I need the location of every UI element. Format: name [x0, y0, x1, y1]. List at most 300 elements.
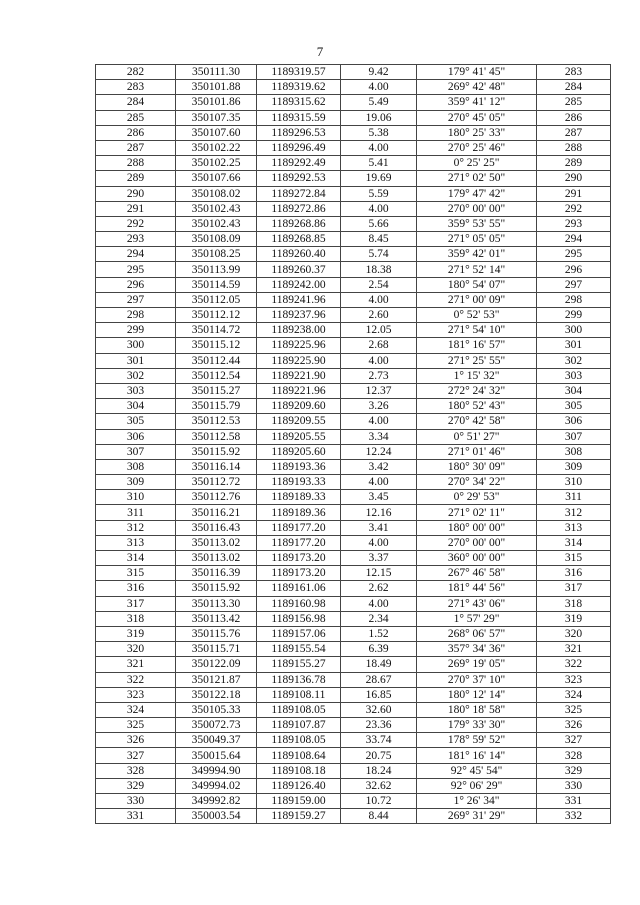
- point-number-cell: 322: [96, 672, 176, 687]
- bearing-cell: 271° 43' 06": [417, 596, 537, 611]
- x-coordinate-cell: 350112.58: [176, 429, 257, 444]
- table-row: [96, 201, 611, 216]
- y-coordinate-cell: 1189221.90: [257, 368, 341, 383]
- y-coordinate-cell: 1189260.40: [257, 247, 341, 262]
- next-point-number-cell: 286: [537, 110, 611, 125]
- distance-cell: 16.85: [341, 687, 417, 702]
- y-coordinate-cell: 1189237.96: [257, 308, 341, 323]
- distance-cell: 5.41: [341, 156, 417, 171]
- point-number-cell: 307: [96, 444, 176, 459]
- y-coordinate-cell: 1189209.55: [257, 414, 341, 429]
- y-coordinate-cell: 1189315.59: [257, 110, 341, 125]
- bearing-cell: 181° 44' 56": [417, 581, 537, 596]
- y-coordinate-cell: 1189161.06: [257, 581, 341, 596]
- table-row: [96, 95, 611, 110]
- next-point-number-cell: 291: [537, 186, 611, 201]
- bearing-cell: 270° 42' 58": [417, 414, 537, 429]
- next-point-number-cell: 304: [537, 383, 611, 398]
- point-number-cell: 298: [96, 308, 176, 323]
- x-coordinate-cell: 350108.09: [176, 232, 257, 247]
- table-row: [96, 323, 611, 338]
- distance-cell: 3.26: [341, 399, 417, 414]
- next-point-number-cell: 290: [537, 171, 611, 186]
- next-point-number-cell: 289: [537, 156, 611, 171]
- bearing-cell: 0° 25' 25": [417, 156, 537, 171]
- point-number-cell: 286: [96, 125, 176, 140]
- distance-cell: 4.00: [341, 140, 417, 155]
- point-number-cell: 306: [96, 429, 176, 444]
- bearing-cell: 180° 00' 00": [417, 520, 537, 535]
- distance-cell: 32.60: [341, 702, 417, 717]
- table-row: [96, 642, 611, 657]
- table-row: [96, 809, 611, 824]
- next-point-number-cell: 327: [537, 733, 611, 748]
- table-row: [96, 718, 611, 733]
- point-number-cell: 327: [96, 748, 176, 763]
- y-coordinate-cell: 1189209.60: [257, 399, 341, 414]
- next-point-number-cell: 314: [537, 535, 611, 550]
- next-point-number-cell: 318: [537, 596, 611, 611]
- y-coordinate-cell: 1189296.49: [257, 140, 341, 155]
- y-coordinate-cell: 1189193.33: [257, 475, 341, 490]
- x-coordinate-cell: 350003.54: [176, 809, 257, 824]
- x-coordinate-cell: 350115.27: [176, 383, 257, 398]
- bearing-cell: 359° 53' 55": [417, 216, 537, 231]
- next-point-number-cell: 299: [537, 308, 611, 323]
- distance-cell: 3.45: [341, 490, 417, 505]
- y-coordinate-cell: 1189241.96: [257, 292, 341, 307]
- x-coordinate-cell: 350107.66: [176, 171, 257, 186]
- distance-cell: 8.45: [341, 232, 417, 247]
- bearing-cell: 271° 25' 55": [417, 353, 537, 368]
- bearing-cell: 269° 42' 48": [417, 80, 537, 95]
- x-coordinate-cell: 350121.87: [176, 672, 257, 687]
- x-coordinate-cell: 350115.12: [176, 338, 257, 353]
- next-point-number-cell: 285: [537, 95, 611, 110]
- table-row: [96, 505, 611, 520]
- table-row: [96, 459, 611, 474]
- next-point-number-cell: 311: [537, 490, 611, 505]
- next-point-number-cell: 317: [537, 581, 611, 596]
- table-row: [96, 687, 611, 702]
- bearing-cell: 357° 34' 36": [417, 642, 537, 657]
- next-point-number-cell: 295: [537, 247, 611, 262]
- bearing-cell: 180° 25' 33": [417, 125, 537, 140]
- next-point-number-cell: 300: [537, 323, 611, 338]
- bearing-cell: 180° 18' 58": [417, 702, 537, 717]
- next-point-number-cell: 325: [537, 702, 611, 717]
- distance-cell: 12.16: [341, 505, 417, 520]
- distance-cell: 3.41: [341, 520, 417, 535]
- bearing-cell: 270° 00' 00": [417, 201, 537, 216]
- distance-cell: 19.06: [341, 110, 417, 125]
- next-point-number-cell: 298: [537, 292, 611, 307]
- table-row: [96, 186, 611, 201]
- point-number-cell: 316: [96, 581, 176, 596]
- point-number-cell: 288: [96, 156, 176, 171]
- table-row: [96, 763, 611, 778]
- distance-cell: 8.44: [341, 809, 417, 824]
- distance-cell: 12.05: [341, 323, 417, 338]
- bearing-cell: 360° 00' 00": [417, 551, 537, 566]
- bearing-cell: 269° 31' 29": [417, 809, 537, 824]
- x-coordinate-cell: 350114.72: [176, 323, 257, 338]
- x-coordinate-cell: 350115.71: [176, 642, 257, 657]
- distance-cell: 3.34: [341, 429, 417, 444]
- bearing-cell: 271° 05' 05": [417, 232, 537, 247]
- table-row: [96, 247, 611, 262]
- x-coordinate-cell: 350102.22: [176, 140, 257, 155]
- distance-cell: 12.24: [341, 444, 417, 459]
- distance-cell: 5.59: [341, 186, 417, 201]
- table-row: [96, 778, 611, 793]
- distance-cell: 12.37: [341, 383, 417, 398]
- bearing-cell: 0° 29' 53": [417, 490, 537, 505]
- point-number-cell: 289: [96, 171, 176, 186]
- y-coordinate-cell: 1189159.27: [257, 809, 341, 824]
- table-row: [96, 596, 611, 611]
- next-point-number-cell: 301: [537, 338, 611, 353]
- bearing-cell: 92° 06' 29": [417, 778, 537, 793]
- next-point-number-cell: 315: [537, 551, 611, 566]
- next-point-number-cell: 287: [537, 125, 611, 140]
- point-number-cell: 326: [96, 733, 176, 748]
- distance-cell: 2.34: [341, 611, 417, 626]
- y-coordinate-cell: 1189156.98: [257, 611, 341, 626]
- table-row: [96, 794, 611, 809]
- table-row: [96, 171, 611, 186]
- point-number-cell: 303: [96, 383, 176, 398]
- point-number-cell: 297: [96, 292, 176, 307]
- x-coordinate-cell: 350116.21: [176, 505, 257, 520]
- x-coordinate-cell: 350116.43: [176, 520, 257, 535]
- distance-cell: 3.37: [341, 551, 417, 566]
- table-row: [96, 429, 611, 444]
- bearing-cell: 179° 33' 30": [417, 718, 537, 733]
- point-number-cell: 331: [96, 809, 176, 824]
- point-number-cell: 328: [96, 763, 176, 778]
- point-number-cell: 330: [96, 794, 176, 809]
- point-number-cell: 310: [96, 490, 176, 505]
- distance-cell: 20.75: [341, 748, 417, 763]
- table-row: [96, 566, 611, 581]
- table-row: [96, 444, 611, 459]
- distance-cell: 1.52: [341, 626, 417, 641]
- point-number-cell: 299: [96, 323, 176, 338]
- y-coordinate-cell: 1189319.57: [257, 65, 341, 80]
- x-coordinate-cell: 350102.25: [176, 156, 257, 171]
- point-number-cell: 290: [96, 186, 176, 201]
- table-row: [96, 399, 611, 414]
- next-point-number-cell: 294: [537, 232, 611, 247]
- next-point-number-cell: 324: [537, 687, 611, 702]
- y-coordinate-cell: 1189177.20: [257, 520, 341, 535]
- y-coordinate-cell: 1189189.36: [257, 505, 341, 520]
- point-number-cell: 291: [96, 201, 176, 216]
- next-point-number-cell: 303: [537, 368, 611, 383]
- x-coordinate-cell: 350116.14: [176, 459, 257, 474]
- coordinates-table-body: [96, 65, 611, 824]
- table-row: [96, 581, 611, 596]
- x-coordinate-cell: 350114.59: [176, 277, 257, 292]
- next-point-number-cell: 283: [537, 65, 611, 80]
- bearing-cell: 270° 00' 00": [417, 535, 537, 550]
- distance-cell: 18.24: [341, 763, 417, 778]
- next-point-number-cell: 313: [537, 520, 611, 535]
- next-point-number-cell: 308: [537, 444, 611, 459]
- table-row: [96, 535, 611, 550]
- table-row: [96, 672, 611, 687]
- y-coordinate-cell: 1189272.86: [257, 201, 341, 216]
- y-coordinate-cell: 1189268.86: [257, 216, 341, 231]
- table-row: [96, 156, 611, 171]
- x-coordinate-cell: 350049.37: [176, 733, 257, 748]
- distance-cell: 4.00: [341, 475, 417, 490]
- x-coordinate-cell: 350105.33: [176, 702, 257, 717]
- distance-cell: 32.62: [341, 778, 417, 793]
- distance-cell: 3.42: [341, 459, 417, 474]
- x-coordinate-cell: 350112.76: [176, 490, 257, 505]
- point-number-cell: 304: [96, 399, 176, 414]
- next-point-number-cell: 331: [537, 794, 611, 809]
- x-coordinate-cell: 350072.73: [176, 718, 257, 733]
- point-number-cell: 321: [96, 657, 176, 672]
- y-coordinate-cell: 1189157.06: [257, 626, 341, 641]
- distance-cell: 10.72: [341, 794, 417, 809]
- table-row: [96, 383, 611, 398]
- x-coordinate-cell: 350113.42: [176, 611, 257, 626]
- x-coordinate-cell: 350111.30: [176, 65, 257, 80]
- x-coordinate-cell: 350112.12: [176, 308, 257, 323]
- bearing-cell: 270° 25' 46": [417, 140, 537, 155]
- bearing-cell: 271° 52' 14": [417, 262, 537, 277]
- x-coordinate-cell: 350108.25: [176, 247, 257, 262]
- point-number-cell: 302: [96, 368, 176, 383]
- next-point-number-cell: 322: [537, 657, 611, 672]
- point-number-cell: 325: [96, 718, 176, 733]
- bearing-cell: 180° 54' 07": [417, 277, 537, 292]
- point-number-cell: 283: [96, 80, 176, 95]
- x-coordinate-cell: 350112.72: [176, 475, 257, 490]
- point-number-cell: 315: [96, 566, 176, 581]
- next-point-number-cell: 297: [537, 277, 611, 292]
- x-coordinate-cell: 350116.39: [176, 566, 257, 581]
- x-coordinate-cell: 350122.18: [176, 687, 257, 702]
- table-row: [96, 702, 611, 717]
- point-number-cell: 314: [96, 551, 176, 566]
- x-coordinate-cell: 350112.54: [176, 368, 257, 383]
- next-point-number-cell: 296: [537, 262, 611, 277]
- table-row: [96, 125, 611, 140]
- point-number-cell: 292: [96, 216, 176, 231]
- y-coordinate-cell: 1189108.05: [257, 702, 341, 717]
- bearing-cell: 0° 51' 27": [417, 429, 537, 444]
- bearing-cell: 271° 01' 46": [417, 444, 537, 459]
- next-point-number-cell: 329: [537, 763, 611, 778]
- distance-cell: 4.00: [341, 292, 417, 307]
- bearing-cell: 269° 19' 05": [417, 657, 537, 672]
- point-number-cell: 317: [96, 596, 176, 611]
- x-coordinate-cell: 350115.92: [176, 444, 257, 459]
- bearing-cell: 270° 37' 10": [417, 672, 537, 687]
- point-number-cell: 320: [96, 642, 176, 657]
- y-coordinate-cell: 1189177.20: [257, 535, 341, 550]
- distance-cell: 4.00: [341, 80, 417, 95]
- distance-cell: 19.69: [341, 171, 417, 186]
- next-point-number-cell: 288: [537, 140, 611, 155]
- point-number-cell: 312: [96, 520, 176, 535]
- x-coordinate-cell: 350107.35: [176, 110, 257, 125]
- y-coordinate-cell: 1189242.00: [257, 277, 341, 292]
- bearing-cell: 1° 26' 34": [417, 794, 537, 809]
- y-coordinate-cell: 1189155.54: [257, 642, 341, 657]
- x-coordinate-cell: 350107.60: [176, 125, 257, 140]
- y-coordinate-cell: 1189292.49: [257, 156, 341, 171]
- next-point-number-cell: 320: [537, 626, 611, 641]
- y-coordinate-cell: 1189108.64: [257, 748, 341, 763]
- table-row: [96, 65, 611, 80]
- y-coordinate-cell: 1189268.85: [257, 232, 341, 247]
- x-coordinate-cell: 350113.30: [176, 596, 257, 611]
- point-number-cell: 329: [96, 778, 176, 793]
- x-coordinate-cell: 350101.88: [176, 80, 257, 95]
- bearing-cell: 181° 16' 57": [417, 338, 537, 353]
- x-coordinate-cell: 350115.76: [176, 626, 257, 641]
- bearing-cell: 270° 45' 05": [417, 110, 537, 125]
- table-row: [96, 216, 611, 231]
- y-coordinate-cell: 1189292.53: [257, 171, 341, 186]
- x-coordinate-cell: 350115.92: [176, 581, 257, 596]
- y-coordinate-cell: 1189205.55: [257, 429, 341, 444]
- bearing-cell: 1° 15' 32": [417, 368, 537, 383]
- y-coordinate-cell: 1189108.18: [257, 763, 341, 778]
- x-coordinate-cell: 350113.99: [176, 262, 257, 277]
- page-number: 7: [316, 44, 324, 59]
- y-coordinate-cell: 1189225.96: [257, 338, 341, 353]
- distance-cell: 28.67: [341, 672, 417, 687]
- x-coordinate-cell: 350102.43: [176, 201, 257, 216]
- point-number-cell: 294: [96, 247, 176, 262]
- next-point-number-cell: 332: [537, 809, 611, 824]
- point-number-cell: 308: [96, 459, 176, 474]
- table-row: [96, 262, 611, 277]
- bearing-cell: 359° 41' 12": [417, 95, 537, 110]
- x-coordinate-cell: 349994.02: [176, 778, 257, 793]
- bearing-cell: 271° 54' 10": [417, 323, 537, 338]
- bearing-cell: 179° 41' 45": [417, 65, 537, 80]
- x-coordinate-cell: 350122.09: [176, 657, 257, 672]
- distance-cell: 33.74: [341, 733, 417, 748]
- bearing-cell: 92° 45' 54": [417, 763, 537, 778]
- x-coordinate-cell: 350102.43: [176, 216, 257, 231]
- bearing-cell: 181° 16' 14": [417, 748, 537, 763]
- point-number-cell: 323: [96, 687, 176, 702]
- point-number-cell: 284: [96, 95, 176, 110]
- bearing-cell: 180° 30' 09": [417, 459, 537, 474]
- point-number-cell: 324: [96, 702, 176, 717]
- bearing-cell: 180° 52' 43": [417, 399, 537, 414]
- point-number-cell: 318: [96, 611, 176, 626]
- y-coordinate-cell: 1189126.40: [257, 778, 341, 793]
- bearing-cell: 1° 57' 29": [417, 611, 537, 626]
- table-row: [96, 368, 611, 383]
- point-number-cell: 296: [96, 277, 176, 292]
- next-point-number-cell: 316: [537, 566, 611, 581]
- bearing-cell: 271° 02' 50": [417, 171, 537, 186]
- next-point-number-cell: 284: [537, 80, 611, 95]
- y-coordinate-cell: 1189159.00: [257, 794, 341, 809]
- next-point-number-cell: 310: [537, 475, 611, 490]
- point-number-cell: 305: [96, 414, 176, 429]
- y-coordinate-cell: 1189160.98: [257, 596, 341, 611]
- table-row: [96, 551, 611, 566]
- table-row: [96, 733, 611, 748]
- x-coordinate-cell: 350113.02: [176, 551, 257, 566]
- x-coordinate-cell: 350112.05: [176, 292, 257, 307]
- table-row: [96, 80, 611, 95]
- y-coordinate-cell: 1189260.37: [257, 262, 341, 277]
- point-number-cell: 285: [96, 110, 176, 125]
- distance-cell: 18.38: [341, 262, 417, 277]
- distance-cell: 2.62: [341, 581, 417, 596]
- distance-cell: 23.36: [341, 718, 417, 733]
- coordinates-table: [95, 64, 611, 824]
- distance-cell: 12.15: [341, 566, 417, 581]
- y-coordinate-cell: 1189155.27: [257, 657, 341, 672]
- point-number-cell: 301: [96, 353, 176, 368]
- distance-cell: 2.54: [341, 277, 417, 292]
- x-coordinate-cell: 350112.53: [176, 414, 257, 429]
- y-coordinate-cell: 1189272.84: [257, 186, 341, 201]
- point-number-cell: 309: [96, 475, 176, 490]
- table-row: [96, 414, 611, 429]
- table-row: [96, 353, 611, 368]
- x-coordinate-cell: 350115.79: [176, 399, 257, 414]
- y-coordinate-cell: 1189193.36: [257, 459, 341, 474]
- point-number-cell: 319: [96, 626, 176, 641]
- table-row: [96, 232, 611, 247]
- point-number-cell: 282: [96, 65, 176, 80]
- table-row: [96, 748, 611, 763]
- x-coordinate-cell: 350101.86: [176, 95, 257, 110]
- y-coordinate-cell: 1189296.53: [257, 125, 341, 140]
- next-point-number-cell: 302: [537, 353, 611, 368]
- distance-cell: 6.39: [341, 642, 417, 657]
- next-point-number-cell: 328: [537, 748, 611, 763]
- y-coordinate-cell: 1189173.20: [257, 566, 341, 581]
- table-row: [96, 520, 611, 535]
- y-coordinate-cell: 1189189.33: [257, 490, 341, 505]
- distance-cell: 9.42: [341, 65, 417, 80]
- table-row: [96, 475, 611, 490]
- table-row: [96, 626, 611, 641]
- x-coordinate-cell: 350015.64: [176, 748, 257, 763]
- bearing-cell: 268° 06' 57": [417, 626, 537, 641]
- bearing-cell: 267° 46' 58": [417, 566, 537, 581]
- distance-cell: 5.74: [341, 247, 417, 262]
- next-point-number-cell: 305: [537, 399, 611, 414]
- y-coordinate-cell: 1189108.11: [257, 687, 341, 702]
- y-coordinate-cell: 1189225.90: [257, 353, 341, 368]
- x-coordinate-cell: 350108.02: [176, 186, 257, 201]
- y-coordinate-cell: 1189238.00: [257, 323, 341, 338]
- table-row: [96, 657, 611, 672]
- next-point-number-cell: 319: [537, 611, 611, 626]
- y-coordinate-cell: 1189108.05: [257, 733, 341, 748]
- y-coordinate-cell: 1189173.20: [257, 551, 341, 566]
- next-point-number-cell: 293: [537, 216, 611, 231]
- table-row: [96, 338, 611, 353]
